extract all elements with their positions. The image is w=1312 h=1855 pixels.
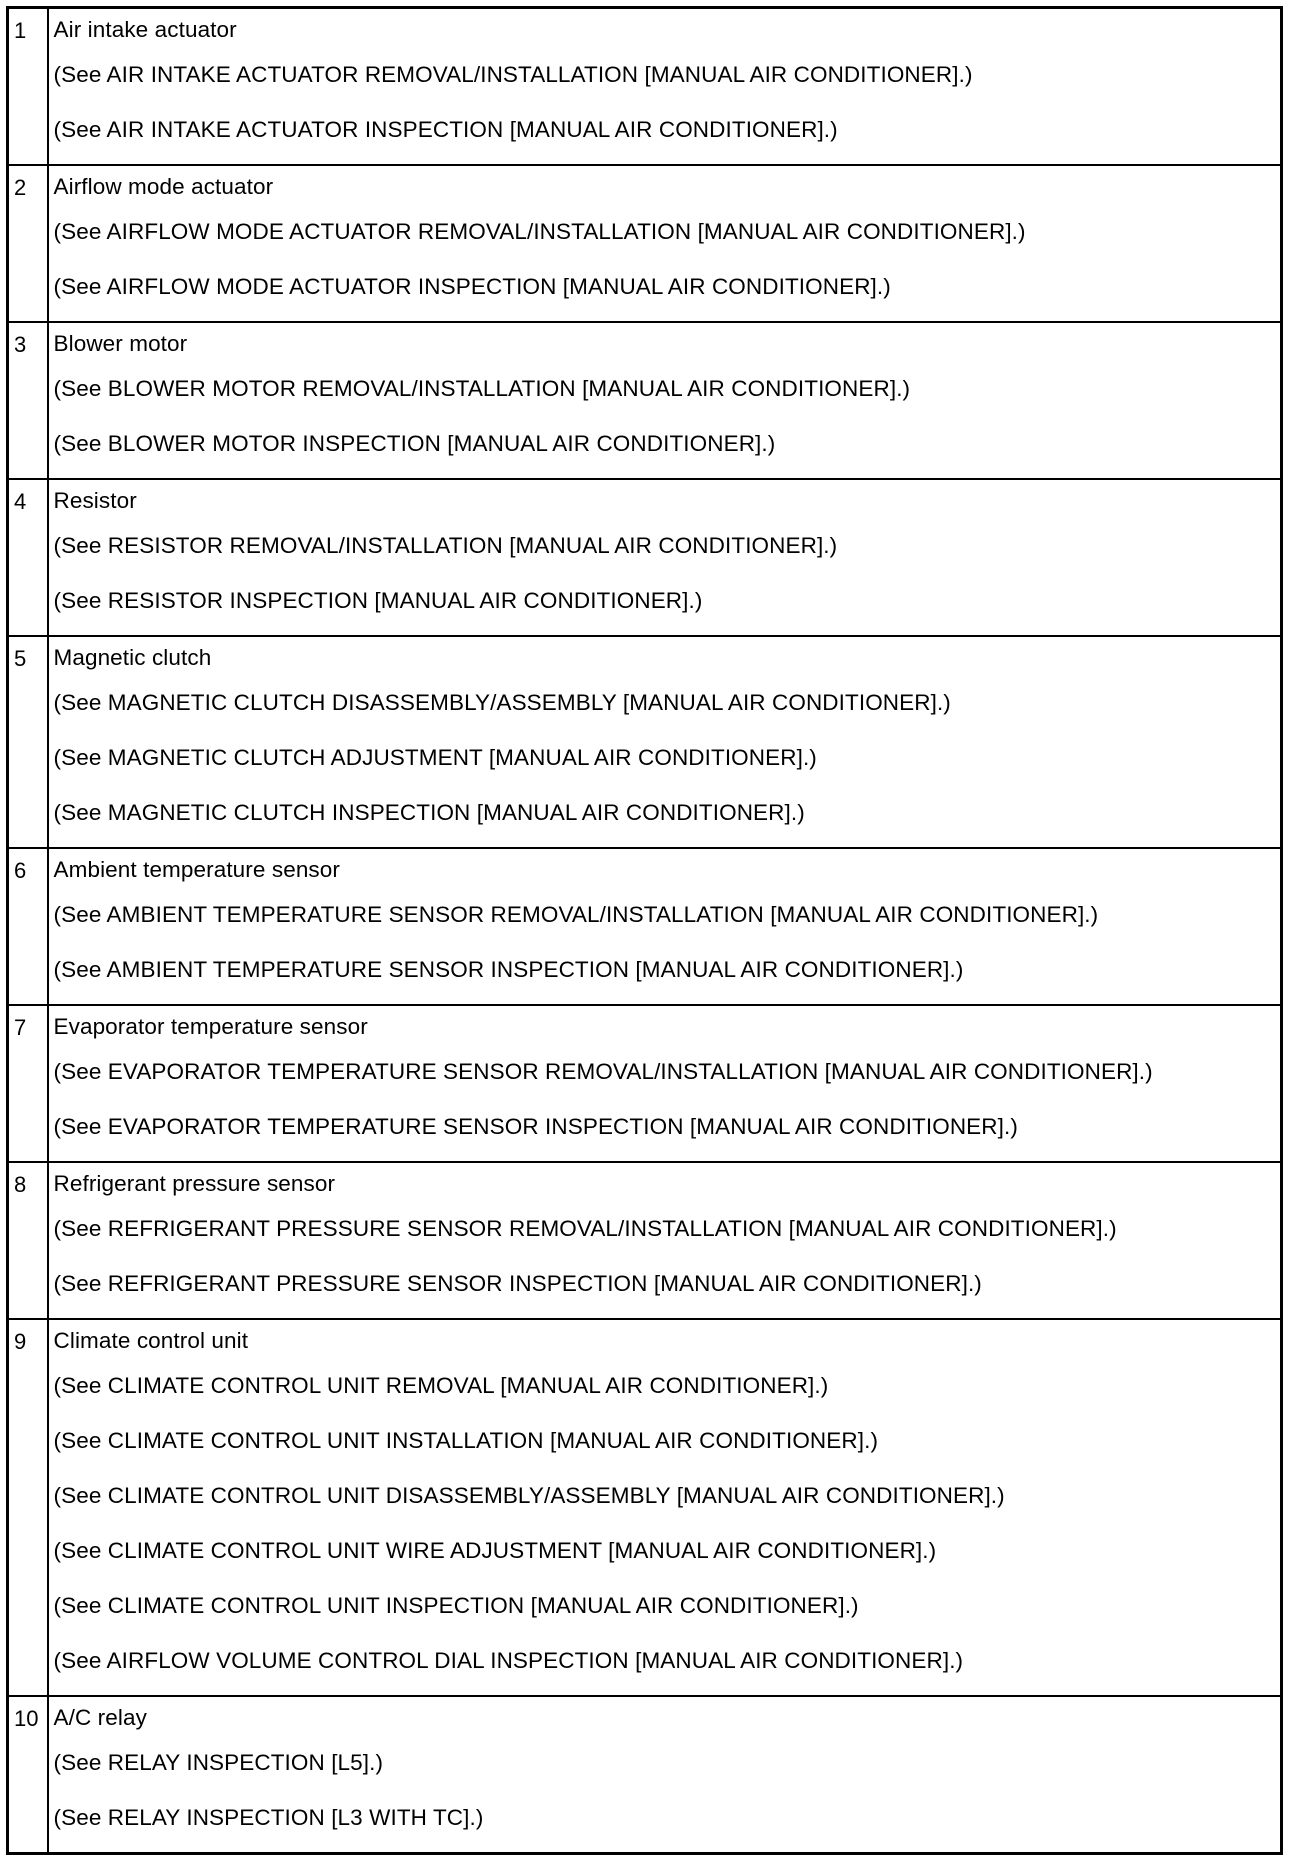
row-content (48, 636, 1282, 848)
component-title: Airflow mode actuator (53, 174, 274, 199)
component-reference-table (6, 6, 1283, 1855)
procedure-link[interactable]: (See MAGNETIC CLUTCH ADJUSTMENT [MANUAL AIR CONDITIONER].) (53, 745, 817, 770)
row-content (48, 322, 1282, 479)
procedure-link[interactable]: (See RELAY INSPECTION [L3 WITH TC].) (53, 1805, 484, 1830)
procedure-link[interactable]: (See RESISTOR INSPECTION [MANUAL AIR CONDITIONER].) (53, 588, 703, 613)
procedure-link[interactable]: (See AIRFLOW VOLUME CONTROL DIAL INSPECTION [MANUAL AIR CONDITIONER].) (53, 1648, 964, 1673)
row-number: 2 (8, 165, 48, 322)
row-content (48, 848, 1282, 1005)
procedure-link[interactable]: (See EVAPORATOR TEMPERATURE SENSOR REMOVAL/INSTALLATION [MANUAL AIR CONDITIONER].) (53, 1059, 1153, 1084)
procedure-link[interactable]: (See REFRIGERANT PRESSURE SENSOR REMOVAL/INSTALLATION [MANUAL AIR CONDITIONER].) (53, 1216, 1117, 1241)
row-number: 7 (8, 1005, 48, 1162)
row-content (48, 1162, 1282, 1319)
row-content (48, 1005, 1282, 1162)
procedure-link[interactable]: (See AIRFLOW MODE ACTUATOR REMOVAL/INSTALLATION [MANUAL AIR CONDITIONER].) (53, 219, 1026, 244)
component-title: A/C relay (53, 1705, 147, 1730)
component-title: Climate control unit (53, 1328, 249, 1353)
component-title: Blower motor (53, 331, 188, 356)
procedure-link[interactable]: (See RELAY INSPECTION [L5].) (53, 1750, 384, 1775)
component-title: Evaporator temperature sensor (53, 1014, 368, 1039)
row-number: 1 (8, 8, 48, 166)
component-title: Refrigerant pressure sensor (53, 1171, 336, 1196)
row-number: 3 (8, 322, 48, 479)
procedure-link[interactable]: (See BLOWER MOTOR INSPECTION [MANUAL AIR CONDITIONER].) (53, 431, 776, 456)
component-title: Magnetic clutch (53, 645, 212, 670)
row-content (48, 479, 1282, 636)
table-row (8, 322, 1282, 479)
row-number: 8 (8, 1162, 48, 1319)
row-number: 9 (8, 1319, 48, 1696)
table-row (8, 479, 1282, 636)
procedure-link[interactable]: (See AMBIENT TEMPERATURE SENSOR INSPECTION [MANUAL AIR CONDITIONER].) (53, 957, 964, 982)
row-content (48, 1696, 1282, 1854)
procedure-link[interactable]: (See MAGNETIC CLUTCH INSPECTION [MANUAL AIR CONDITIONER].) (53, 800, 805, 825)
procedure-link[interactable]: (See BLOWER MOTOR REMOVAL/INSTALLATION [MANUAL AIR CONDITIONER].) (53, 376, 911, 401)
table-row (8, 8, 1282, 166)
procedure-link[interactable]: (See CLIMATE CONTROL UNIT DISASSEMBLY/ASSEMBLY [MANUAL AIR CONDITIONER].) (53, 1483, 1005, 1508)
row-content (48, 165, 1282, 322)
row-content (48, 8, 1282, 166)
component-title: Resistor (53, 488, 137, 513)
row-number: 5 (8, 636, 48, 848)
table-row (8, 1005, 1282, 1162)
table-row (8, 848, 1282, 1005)
procedure-link[interactable]: (See CLIMATE CONTROL UNIT REMOVAL [MANUAL AIR CONDITIONER].) (53, 1373, 829, 1398)
procedure-link[interactable]: (See REFRIGERANT PRESSURE SENSOR INSPECTION [MANUAL AIR CONDITIONER].) (53, 1271, 982, 1296)
component-title: Ambient temperature sensor (53, 857, 340, 882)
table-row (8, 165, 1282, 322)
procedure-link[interactable]: (See CLIMATE CONTROL UNIT INSTALLATION [MANUAL AIR CONDITIONER].) (53, 1428, 879, 1453)
table-row (8, 1696, 1282, 1854)
procedure-link[interactable]: (See CLIMATE CONTROL UNIT WIRE ADJUSTMENT [MANUAL AIR CONDITIONER].) (53, 1538, 937, 1563)
table-body (8, 8, 1282, 1854)
component-title: Air intake actuator (53, 17, 237, 42)
procedure-link[interactable]: (See AMBIENT TEMPERATURE SENSOR REMOVAL/INSTALLATION [MANUAL AIR CONDITIONER].) (53, 902, 1099, 927)
procedure-link[interactable]: (See AIR INTAKE ACTUATOR INSPECTION [MANUAL AIR CONDITIONER].) (53, 117, 838, 142)
row-content (48, 1319, 1282, 1696)
procedure-link[interactable]: (See AIRFLOW MODE ACTUATOR INSPECTION [MANUAL AIR CONDITIONER].) (53, 274, 891, 299)
procedure-link[interactable]: (See AIR INTAKE ACTUATOR REMOVAL/INSTALLATION [MANUAL AIR CONDITIONER].) (53, 62, 973, 87)
procedure-link[interactable]: (See RESISTOR REMOVAL/INSTALLATION [MANUAL AIR CONDITIONER].) (53, 533, 838, 558)
procedure-link[interactable]: (See EVAPORATOR TEMPERATURE SENSOR INSPECTION [MANUAL AIR CONDITIONER].) (53, 1114, 1018, 1139)
row-number: 10 (8, 1696, 48, 1854)
row-number: 6 (8, 848, 48, 1005)
table-row (8, 636, 1282, 848)
table-row (8, 1162, 1282, 1319)
table-row (8, 1319, 1282, 1696)
procedure-link[interactable]: (See CLIMATE CONTROL UNIT INSPECTION [MANUAL AIR CONDITIONER].) (53, 1593, 859, 1618)
procedure-link[interactable]: (See MAGNETIC CLUTCH DISASSEMBLY/ASSEMBLY [MANUAL AIR CONDITIONER].) (53, 690, 951, 715)
row-number: 4 (8, 479, 48, 636)
